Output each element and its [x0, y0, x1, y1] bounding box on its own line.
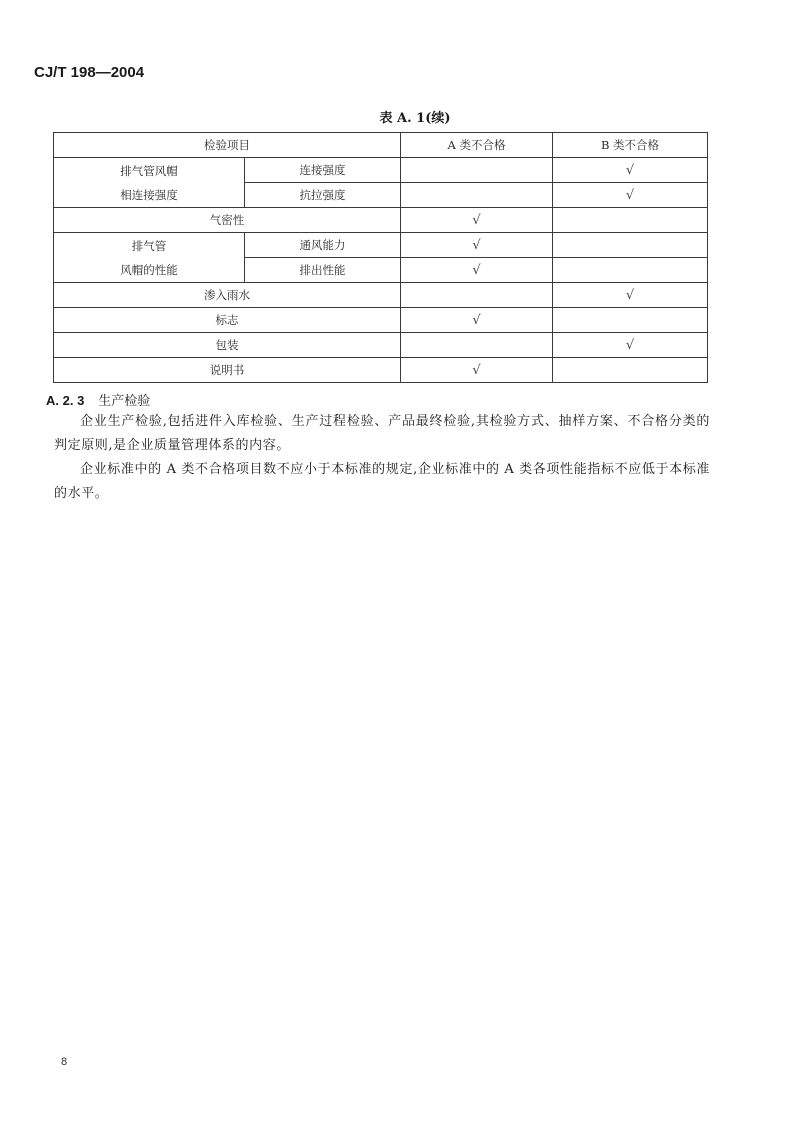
group-label-line: 排气管风帽	[120, 163, 178, 178]
a-class-cell	[401, 333, 553, 358]
item-label: 包装	[54, 333, 401, 358]
b-class-cell	[553, 308, 708, 333]
table-header-row	[54, 133, 708, 158]
a-class-cell	[401, 283, 553, 308]
column-header-a: A 类不合格	[401, 133, 553, 158]
item-label: 标志	[54, 308, 401, 333]
table-row	[54, 208, 708, 233]
b-class-cell	[553, 233, 708, 258]
paragraph: 企业生产检验,包括进件入库检验、生产过程检验、产品最终检验,其检验方式、抽样方案、不合格分类的判定原则,是企业质量管理体系的内容。	[54, 414, 710, 453]
table-row	[54, 158, 708, 183]
standard-code: CJ/T 198—2004	[34, 64, 145, 81]
group-label	[54, 233, 245, 283]
section-heading	[46, 390, 150, 409]
item-label: 排出性能	[245, 258, 401, 283]
b-class-cell: √	[553, 183, 708, 208]
table-row	[54, 308, 708, 333]
a-class-cell: √	[401, 308, 553, 333]
a-class-cell	[401, 183, 553, 208]
group-label	[54, 158, 245, 208]
item-label: 连接强度	[245, 158, 401, 183]
item-label: 气密性	[54, 208, 401, 233]
page-number: 8	[61, 1056, 68, 1068]
table-title: 表 A. 1(续)	[379, 111, 451, 126]
b-class-cell	[553, 208, 708, 233]
table-row	[54, 233, 708, 258]
a-class-cell: √	[401, 358, 553, 383]
a-class-cell: √	[401, 258, 553, 283]
item-label: 抗拉强度	[245, 183, 401, 208]
paragraph: 企业标准中的 A 类不合格项目数不应小于本标准的规定,企业标准中的 A 类各项性能指标不应低于本标准的水平。	[54, 462, 710, 501]
item-label: 说明书	[54, 358, 401, 383]
section-number: A. 2. 3	[46, 393, 85, 408]
item-label: 通风能力	[245, 233, 401, 258]
b-class-cell: √	[553, 333, 708, 358]
column-header-item: 检验项目	[54, 133, 401, 158]
a-class-cell	[401, 158, 553, 183]
table-row	[54, 283, 708, 308]
inspection-table	[53, 132, 708, 383]
a-class-cell: √	[401, 233, 553, 258]
group-label-line: 相连接强度	[120, 187, 178, 202]
a-class-cell: √	[401, 208, 553, 233]
b-class-cell: √	[553, 158, 708, 183]
group-label-line: 排气管	[131, 238, 167, 253]
section-title: 生产检验	[98, 394, 151, 409]
b-class-cell	[553, 258, 708, 283]
item-label: 渗入雨水	[54, 283, 401, 308]
table-row	[54, 333, 708, 358]
group-label-line: 风帽的性能	[120, 262, 178, 277]
column-header-b: B 类不合格	[553, 133, 708, 158]
table-row	[54, 358, 708, 383]
b-class-cell: √	[553, 283, 708, 308]
b-class-cell	[553, 358, 708, 383]
